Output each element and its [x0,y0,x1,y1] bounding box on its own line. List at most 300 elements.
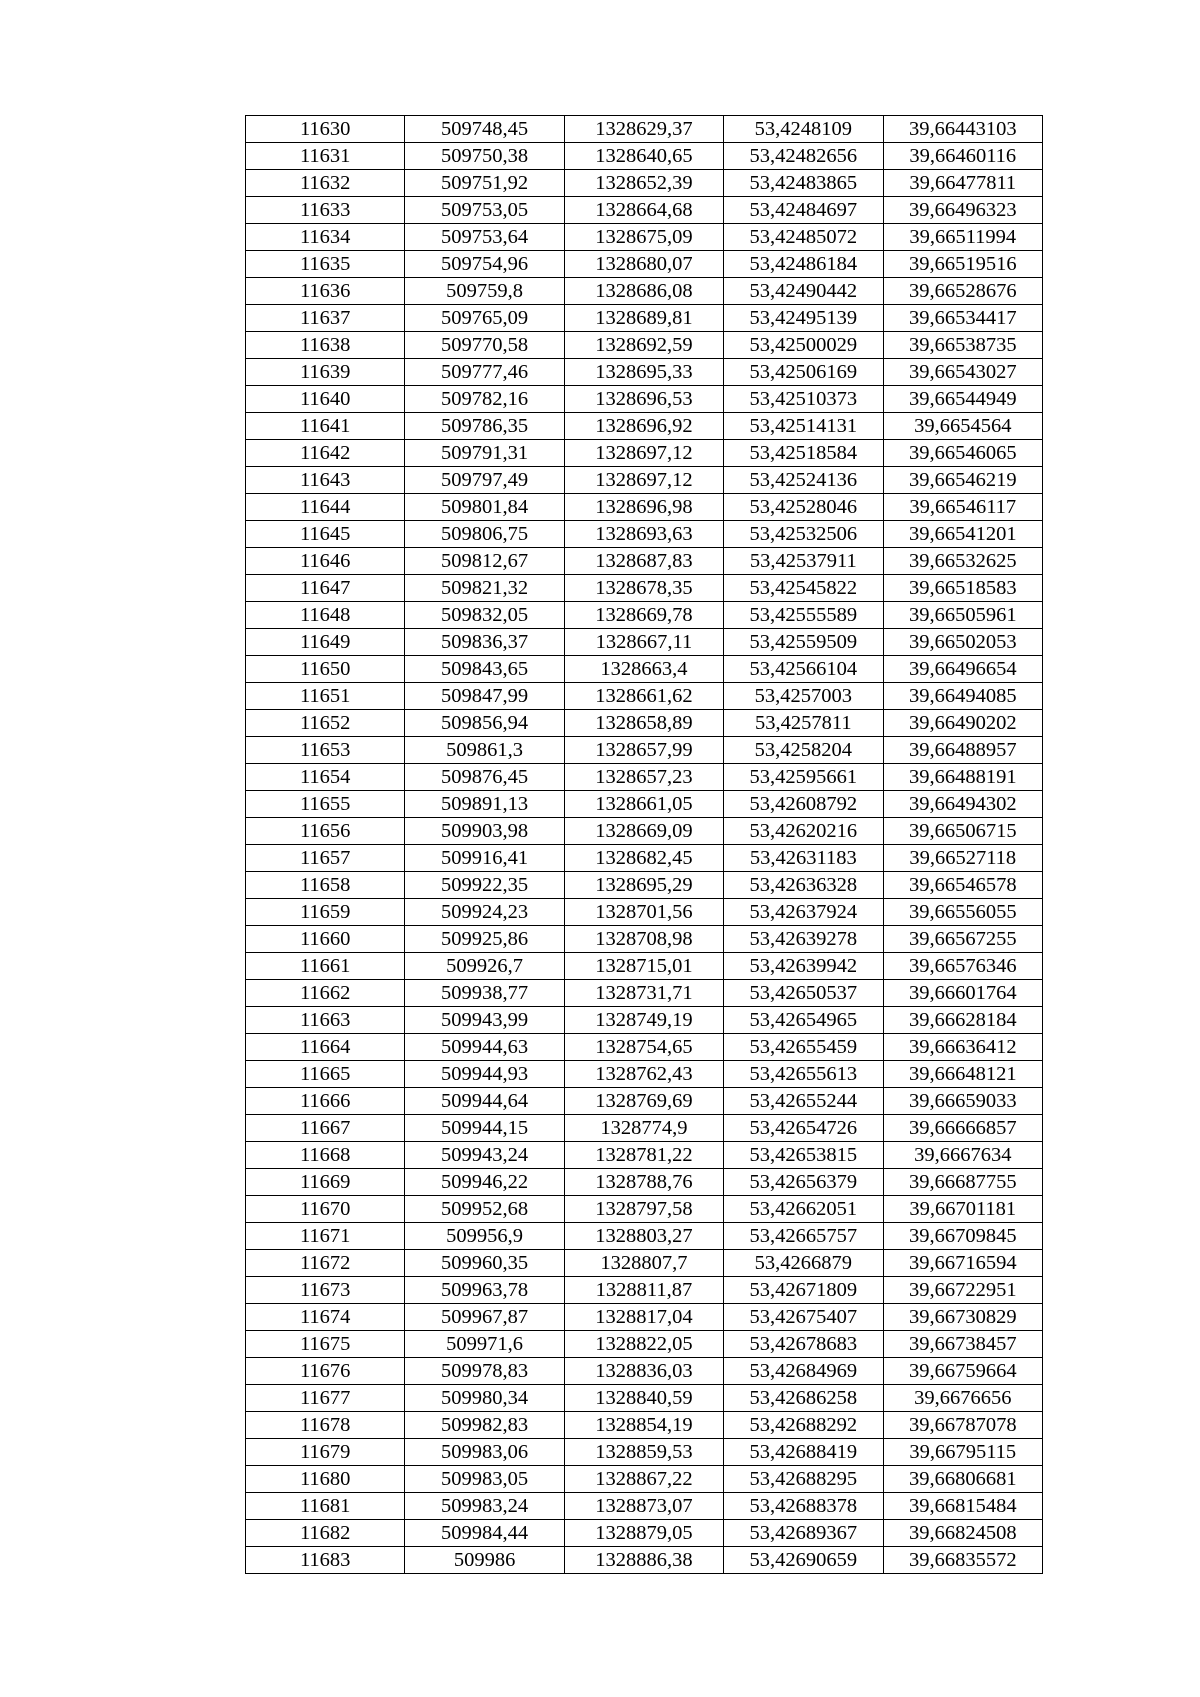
point-number-cell: 11634 [246,224,405,251]
x-coordinate-cell: 509801,84 [405,494,564,521]
point-number-cell: 11636 [246,278,405,305]
point-number-cell: 11672 [246,1250,405,1277]
x-coordinate-cell: 509963,78 [405,1277,564,1304]
longitude-cell: 39,66518583 [883,575,1042,602]
longitude-cell: 39,66496323 [883,197,1042,224]
latitude-cell: 53,42655613 [724,1061,883,1088]
latitude-cell: 53,42528046 [724,494,883,521]
table-row [246,440,1043,467]
latitude-cell: 53,42518584 [724,440,883,467]
point-number-cell: 11654 [246,764,405,791]
latitude-cell: 53,42566104 [724,656,883,683]
point-number-cell: 11670 [246,1196,405,1223]
y-coordinate-cell: 1328781,22 [564,1142,723,1169]
y-coordinate-cell: 1328840,59 [564,1385,723,1412]
latitude-cell: 53,42495139 [724,305,883,332]
latitude-cell: 53,42559509 [724,629,883,656]
latitude-cell: 53,42662051 [724,1196,883,1223]
table-row [246,926,1043,953]
x-coordinate-cell: 509944,93 [405,1061,564,1088]
longitude-cell: 39,66576346 [883,953,1042,980]
x-coordinate-cell: 509982,83 [405,1412,564,1439]
latitude-cell: 53,42686258 [724,1385,883,1412]
point-number-cell: 11652 [246,710,405,737]
longitude-cell: 39,66701181 [883,1196,1042,1223]
x-coordinate-cell: 509946,22 [405,1169,564,1196]
longitude-cell: 39,66443103 [883,116,1042,143]
table-row [246,143,1043,170]
longitude-cell: 39,66543027 [883,359,1042,386]
x-coordinate-cell: 509782,16 [405,386,564,413]
x-coordinate-cell: 509903,98 [405,818,564,845]
point-number-cell: 11637 [246,305,405,332]
longitude-cell: 39,6676656 [883,1385,1042,1412]
x-coordinate-cell: 509812,67 [405,548,564,575]
latitude-cell: 53,42486184 [724,251,883,278]
y-coordinate-cell: 1328867,22 [564,1466,723,1493]
longitude-cell: 39,66738457 [883,1331,1042,1358]
table-row [246,1412,1043,1439]
latitude-cell: 53,42689367 [724,1520,883,1547]
longitude-cell: 39,66556055 [883,899,1042,926]
longitude-cell: 39,66716594 [883,1250,1042,1277]
table-row [246,683,1043,710]
table-row [246,1358,1043,1385]
x-coordinate-cell: 509924,23 [405,899,564,926]
longitude-cell: 39,66490202 [883,710,1042,737]
table-row [246,1493,1043,1520]
table-row [246,764,1043,791]
latitude-cell: 53,42545822 [724,575,883,602]
x-coordinate-cell: 509926,7 [405,953,564,980]
point-number-cell: 11633 [246,197,405,224]
point-number-cell: 11645 [246,521,405,548]
y-coordinate-cell: 1328669,09 [564,818,723,845]
table-row [246,953,1043,980]
longitude-cell: 39,66759664 [883,1358,1042,1385]
point-number-cell: 11640 [246,386,405,413]
longitude-cell: 39,66505961 [883,602,1042,629]
latitude-cell: 53,42678683 [724,1331,883,1358]
latitude-cell: 53,42555589 [724,602,883,629]
y-coordinate-cell: 1328695,29 [564,872,723,899]
table-row [246,332,1043,359]
x-coordinate-cell: 509956,9 [405,1223,564,1250]
point-number-cell: 11679 [246,1439,405,1466]
x-coordinate-cell: 509750,38 [405,143,564,170]
longitude-cell: 39,66666857 [883,1115,1042,1142]
x-coordinate-cell: 509791,31 [405,440,564,467]
y-coordinate-cell: 1328774,9 [564,1115,723,1142]
x-coordinate-cell: 509891,13 [405,791,564,818]
y-coordinate-cell: 1328811,87 [564,1277,723,1304]
x-coordinate-cell: 509971,6 [405,1331,564,1358]
y-coordinate-cell: 1328697,12 [564,467,723,494]
latitude-cell: 53,42688378 [724,1493,883,1520]
longitude-cell: 39,66636412 [883,1034,1042,1061]
point-number-cell: 11668 [246,1142,405,1169]
point-number-cell: 11659 [246,899,405,926]
y-coordinate-cell: 1328769,69 [564,1088,723,1115]
table-row [246,278,1043,305]
point-number-cell: 11655 [246,791,405,818]
y-coordinate-cell: 1328708,98 [564,926,723,953]
x-coordinate-cell: 509922,35 [405,872,564,899]
latitude-cell: 53,42688292 [724,1412,883,1439]
x-coordinate-cell: 509943,24 [405,1142,564,1169]
longitude-cell: 39,66511994 [883,224,1042,251]
latitude-cell: 53,42653815 [724,1142,883,1169]
longitude-cell: 39,66546219 [883,467,1042,494]
longitude-cell: 39,66502053 [883,629,1042,656]
y-coordinate-cell: 1328693,63 [564,521,723,548]
latitude-cell: 53,42637924 [724,899,883,926]
point-number-cell: 11676 [246,1358,405,1385]
point-number-cell: 11675 [246,1331,405,1358]
point-number-cell: 11647 [246,575,405,602]
table-row [246,494,1043,521]
y-coordinate-cell: 1328661,62 [564,683,723,710]
table-row [246,1007,1043,1034]
table-row [246,791,1043,818]
table-row [246,1196,1043,1223]
x-coordinate-cell: 509786,35 [405,413,564,440]
latitude-cell: 53,4266879 [724,1250,883,1277]
latitude-cell: 53,42532506 [724,521,883,548]
table-row [246,116,1043,143]
point-number-cell: 11680 [246,1466,405,1493]
table-row [246,629,1043,656]
longitude-cell: 39,66519516 [883,251,1042,278]
x-coordinate-cell: 509980,34 [405,1385,564,1412]
latitude-cell: 53,42656379 [724,1169,883,1196]
point-number-cell: 11667 [246,1115,405,1142]
point-number-cell: 11630 [246,116,405,143]
longitude-cell: 39,66628184 [883,1007,1042,1034]
coordinates-table [245,115,1043,1574]
longitude-cell: 39,66601764 [883,980,1042,1007]
latitude-cell: 53,42514131 [724,413,883,440]
y-coordinate-cell: 1328697,12 [564,440,723,467]
latitude-cell: 53,4257003 [724,683,883,710]
longitude-cell: 39,66815484 [883,1493,1042,1520]
x-coordinate-cell: 509806,75 [405,521,564,548]
y-coordinate-cell: 1328762,43 [564,1061,723,1088]
longitude-cell: 39,66534417 [883,305,1042,332]
y-coordinate-cell: 1328854,19 [564,1412,723,1439]
x-coordinate-cell: 509983,24 [405,1493,564,1520]
y-coordinate-cell: 1328836,03 [564,1358,723,1385]
table-row [246,1088,1043,1115]
x-coordinate-cell: 509944,63 [405,1034,564,1061]
x-coordinate-cell: 509843,65 [405,656,564,683]
x-coordinate-cell: 509978,83 [405,1358,564,1385]
point-number-cell: 11639 [246,359,405,386]
longitude-cell: 39,66648121 [883,1061,1042,1088]
latitude-cell: 53,42490442 [724,278,883,305]
x-coordinate-cell: 509943,99 [405,1007,564,1034]
y-coordinate-cell: 1328788,76 [564,1169,723,1196]
longitude-cell: 39,66541201 [883,521,1042,548]
longitude-cell: 39,66488957 [883,737,1042,764]
point-number-cell: 11648 [246,602,405,629]
point-number-cell: 11632 [246,170,405,197]
point-number-cell: 11677 [246,1385,405,1412]
longitude-cell: 39,66546065 [883,440,1042,467]
y-coordinate-cell: 1328886,38 [564,1547,723,1574]
table-row [246,170,1043,197]
table-row [246,1466,1043,1493]
table-row [246,1520,1043,1547]
y-coordinate-cell: 1328663,4 [564,656,723,683]
point-number-cell: 11641 [246,413,405,440]
x-coordinate-cell: 509748,45 [405,116,564,143]
table-row [246,521,1043,548]
longitude-cell: 39,66722951 [883,1277,1042,1304]
point-number-cell: 11651 [246,683,405,710]
point-number-cell: 11662 [246,980,405,1007]
longitude-cell: 39,66460116 [883,143,1042,170]
longitude-cell: 39,66527118 [883,845,1042,872]
point-number-cell: 11657 [246,845,405,872]
longitude-cell: 39,66806681 [883,1466,1042,1493]
point-number-cell: 11644 [246,494,405,521]
y-coordinate-cell: 1328859,53 [564,1439,723,1466]
table-row [246,737,1043,764]
y-coordinate-cell: 1328749,19 [564,1007,723,1034]
y-coordinate-cell: 1328807,7 [564,1250,723,1277]
table-row [246,710,1043,737]
longitude-cell: 39,66546117 [883,494,1042,521]
coordinates-table-body [246,116,1043,1574]
longitude-cell: 39,66488191 [883,764,1042,791]
y-coordinate-cell: 1328657,99 [564,737,723,764]
point-number-cell: 11664 [246,1034,405,1061]
longitude-cell: 39,66496654 [883,656,1042,683]
table-row [246,197,1043,224]
y-coordinate-cell: 1328680,07 [564,251,723,278]
y-coordinate-cell: 1328731,71 [564,980,723,1007]
x-coordinate-cell: 509754,96 [405,251,564,278]
latitude-cell: 53,42654726 [724,1115,883,1142]
table-row [246,1331,1043,1358]
table-row [246,1223,1043,1250]
x-coordinate-cell: 509986 [405,1547,564,1574]
x-coordinate-cell: 509983,05 [405,1466,564,1493]
point-number-cell: 11678 [246,1412,405,1439]
y-coordinate-cell: 1328695,33 [564,359,723,386]
x-coordinate-cell: 509847,99 [405,683,564,710]
table-row [246,1439,1043,1466]
latitude-cell: 53,42655244 [724,1088,883,1115]
x-coordinate-cell: 509861,3 [405,737,564,764]
point-number-cell: 11660 [246,926,405,953]
latitude-cell: 53,4258204 [724,737,883,764]
latitude-cell: 53,42483865 [724,170,883,197]
latitude-cell: 53,42688295 [724,1466,883,1493]
table-row [246,899,1043,926]
latitude-cell: 53,42650537 [724,980,883,1007]
table-row [246,1142,1043,1169]
latitude-cell: 53,42684969 [724,1358,883,1385]
x-coordinate-cell: 509777,46 [405,359,564,386]
table-row [246,1277,1043,1304]
latitude-cell: 53,42690659 [724,1547,883,1574]
x-coordinate-cell: 509983,06 [405,1439,564,1466]
y-coordinate-cell: 1328696,98 [564,494,723,521]
x-coordinate-cell: 509925,86 [405,926,564,953]
table-row [246,1115,1043,1142]
point-number-cell: 11643 [246,467,405,494]
latitude-cell: 53,42506169 [724,359,883,386]
y-coordinate-cell: 1328822,05 [564,1331,723,1358]
table-row [246,386,1043,413]
point-number-cell: 11665 [246,1061,405,1088]
x-coordinate-cell: 509938,77 [405,980,564,1007]
table-row [246,548,1043,575]
longitude-cell: 39,66687755 [883,1169,1042,1196]
latitude-cell: 53,42639942 [724,953,883,980]
latitude-cell: 53,42484697 [724,197,883,224]
x-coordinate-cell: 509765,09 [405,305,564,332]
y-coordinate-cell: 1328661,05 [564,791,723,818]
point-number-cell: 11649 [246,629,405,656]
x-coordinate-cell: 509759,8 [405,278,564,305]
y-coordinate-cell: 1328689,81 [564,305,723,332]
x-coordinate-cell: 509753,64 [405,224,564,251]
x-coordinate-cell: 509770,58 [405,332,564,359]
x-coordinate-cell: 509821,32 [405,575,564,602]
y-coordinate-cell: 1328686,08 [564,278,723,305]
longitude-cell: 39,66795115 [883,1439,1042,1466]
x-coordinate-cell: 509916,41 [405,845,564,872]
table-row [246,359,1043,386]
point-number-cell: 11669 [246,1169,405,1196]
y-coordinate-cell: 1328715,01 [564,953,723,980]
y-coordinate-cell: 1328692,59 [564,332,723,359]
y-coordinate-cell: 1328640,65 [564,143,723,170]
point-number-cell: 11683 [246,1547,405,1574]
latitude-cell: 53,4257811 [724,710,883,737]
point-number-cell: 11671 [246,1223,405,1250]
table-row [246,1304,1043,1331]
latitude-cell: 53,42665757 [724,1223,883,1250]
longitude-cell: 39,66506715 [883,818,1042,845]
longitude-cell: 39,66477811 [883,170,1042,197]
longitude-cell: 39,66659033 [883,1088,1042,1115]
point-number-cell: 11642 [246,440,405,467]
table-row [246,1061,1043,1088]
latitude-cell: 53,42524136 [724,467,883,494]
x-coordinate-cell: 509836,37 [405,629,564,656]
table-row [246,656,1043,683]
point-number-cell: 11663 [246,1007,405,1034]
y-coordinate-cell: 1328652,39 [564,170,723,197]
y-coordinate-cell: 1328629,37 [564,116,723,143]
latitude-cell: 53,42485072 [724,224,883,251]
y-coordinate-cell: 1328817,04 [564,1304,723,1331]
y-coordinate-cell: 1328873,07 [564,1493,723,1520]
latitude-cell: 53,42639278 [724,926,883,953]
point-number-cell: 11631 [246,143,405,170]
y-coordinate-cell: 1328701,56 [564,899,723,926]
y-coordinate-cell: 1328803,27 [564,1223,723,1250]
point-number-cell: 11650 [246,656,405,683]
latitude-cell: 53,42655459 [724,1034,883,1061]
longitude-cell: 39,66824508 [883,1520,1042,1547]
longitude-cell: 39,66567255 [883,926,1042,953]
longitude-cell: 39,66835572 [883,1547,1042,1574]
point-number-cell: 11638 [246,332,405,359]
x-coordinate-cell: 509753,05 [405,197,564,224]
y-coordinate-cell: 1328667,11 [564,629,723,656]
point-number-cell: 11658 [246,872,405,899]
y-coordinate-cell: 1328696,92 [564,413,723,440]
latitude-cell: 53,42620216 [724,818,883,845]
x-coordinate-cell: 509856,94 [405,710,564,737]
y-coordinate-cell: 1328678,35 [564,575,723,602]
x-coordinate-cell: 509797,49 [405,467,564,494]
longitude-cell: 39,66546578 [883,872,1042,899]
x-coordinate-cell: 509944,64 [405,1088,564,1115]
latitude-cell: 53,42482656 [724,143,883,170]
y-coordinate-cell: 1328696,53 [564,386,723,413]
longitude-cell: 39,66538735 [883,332,1042,359]
longitude-cell: 39,66494302 [883,791,1042,818]
y-coordinate-cell: 1328797,58 [564,1196,723,1223]
point-number-cell: 11661 [246,953,405,980]
latitude-cell: 53,42608792 [724,791,883,818]
y-coordinate-cell: 1328658,89 [564,710,723,737]
latitude-cell: 53,42671809 [724,1277,883,1304]
table-row [246,980,1043,1007]
longitude-cell: 39,66709845 [883,1223,1042,1250]
y-coordinate-cell: 1328657,23 [564,764,723,791]
longitude-cell: 39,66787078 [883,1412,1042,1439]
longitude-cell: 39,66730829 [883,1304,1042,1331]
latitude-cell: 53,42595661 [724,764,883,791]
latitude-cell: 53,42654965 [724,1007,883,1034]
point-number-cell: 11673 [246,1277,405,1304]
latitude-cell: 53,42636328 [724,872,883,899]
table-row [246,1385,1043,1412]
latitude-cell: 53,42688419 [724,1439,883,1466]
y-coordinate-cell: 1328682,45 [564,845,723,872]
latitude-cell: 53,42537911 [724,548,883,575]
x-coordinate-cell: 509952,68 [405,1196,564,1223]
table-row [246,251,1043,278]
point-number-cell: 11646 [246,548,405,575]
point-number-cell: 11666 [246,1088,405,1115]
x-coordinate-cell: 509876,45 [405,764,564,791]
table-row [246,818,1043,845]
longitude-cell: 39,6654564 [883,413,1042,440]
table-row [246,1547,1043,1574]
longitude-cell: 39,66528676 [883,278,1042,305]
longitude-cell: 39,66494085 [883,683,1042,710]
table-row [246,413,1043,440]
table-row [246,1250,1043,1277]
point-number-cell: 11635 [246,251,405,278]
longitude-cell: 39,66544949 [883,386,1042,413]
point-number-cell: 11674 [246,1304,405,1331]
point-number-cell: 11682 [246,1520,405,1547]
table-row [246,575,1043,602]
table-row [246,224,1043,251]
y-coordinate-cell: 1328664,68 [564,197,723,224]
y-coordinate-cell: 1328879,05 [564,1520,723,1547]
y-coordinate-cell: 1328669,78 [564,602,723,629]
